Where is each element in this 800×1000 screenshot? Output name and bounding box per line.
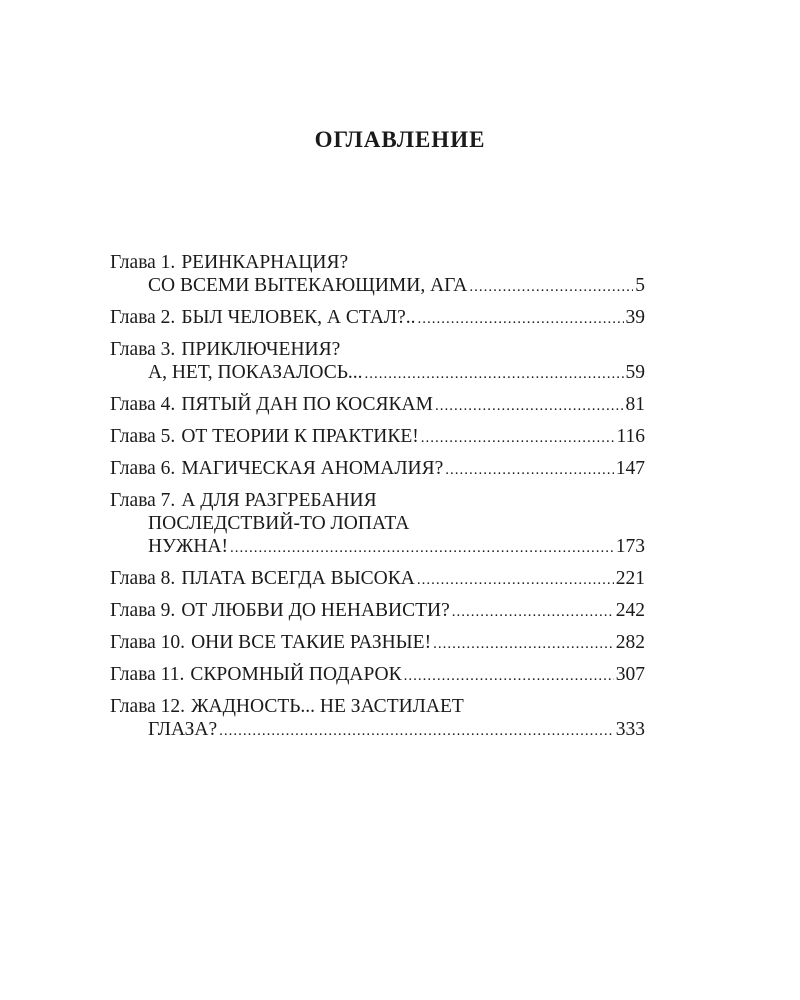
chapter-title: БЫЛ ЧЕЛОВЕК, А СТАЛ?.. <box>181 307 416 328</box>
toc-entry-6[interactable] <box>110 457 645 482</box>
dot-leader <box>404 665 614 688</box>
page-number: 39 <box>625 307 645 328</box>
toc-entry-7[interactable] <box>110 489 645 560</box>
chapter-title: ЖАДНОСТЬ... НЕ ЗАСТИЛАЕТ <box>191 696 464 717</box>
toc-line <box>110 274 645 299</box>
chapter-label: Глава 3. <box>110 339 176 360</box>
chapter-title: А ДЛЯ РАЗГРЕБАНИЯ <box>181 490 377 511</box>
toc-line <box>110 306 645 331</box>
chapter-title: ОТ ЛЮБВИ ДО НЕНАВИСТИ? <box>181 600 450 621</box>
dot-leader <box>445 459 613 482</box>
chapter-title: ПРИКЛЮЧЕНИЯ? <box>181 339 341 360</box>
page-number: 282 <box>615 632 645 653</box>
chapter-label: Глава 8. <box>110 568 176 589</box>
chapter-title: ПЯТЫЙ ДАН ПО КОСЯКАМ <box>181 394 433 415</box>
page-number: 59 <box>625 362 645 383</box>
toc-line <box>110 695 645 718</box>
chapter-title: ОТ ТЕОРИИ К ПРАКТИКЕ! <box>181 426 419 447</box>
chapter-label: Глава 6. <box>110 458 176 479</box>
page-number: 307 <box>615 664 645 685</box>
dot-leader <box>452 601 614 624</box>
toc-entry-9[interactable] <box>110 599 645 624</box>
toc-line <box>110 393 645 418</box>
chapter-title: РЕИНКАРНАЦИЯ? <box>181 252 349 273</box>
dot-leader <box>418 308 624 331</box>
toc-line <box>110 535 645 560</box>
chapter-title-continued: СО ВСЕМИ ВЫТЕКАЮЩИМИ, АГА <box>148 275 468 296</box>
toc-entry-10[interactable] <box>110 631 645 656</box>
chapter-title-continued: А, НЕТ, ПОКАЗАЛОСЬ... <box>148 362 363 383</box>
page-number: 147 <box>615 458 645 479</box>
chapter-label: Глава 12. <box>110 696 186 717</box>
toc-line <box>110 512 645 535</box>
toc-entry-1[interactable] <box>110 251 645 299</box>
toc-entry-8[interactable] <box>110 567 645 592</box>
chapter-title: СКРОМНЫЙ ПОДАРОК <box>190 664 402 685</box>
dot-leader <box>433 633 614 656</box>
page-number: 221 <box>615 568 645 589</box>
dot-leader <box>365 363 624 386</box>
table-of-contents <box>110 251 645 750</box>
page-number: 242 <box>615 600 645 621</box>
toc-line <box>110 457 645 482</box>
dot-leader <box>230 537 614 560</box>
chapter-title-continued: НУЖНА! <box>148 536 229 557</box>
chapter-label: Глава 9. <box>110 600 176 621</box>
dot-leader <box>417 569 614 592</box>
chapter-label: Глава 11. <box>110 664 185 685</box>
chapter-label: Глава 5. <box>110 426 176 447</box>
toc-line <box>110 425 645 450</box>
toc-entry-12[interactable] <box>110 695 645 743</box>
chapter-title: ОНИ ВСЕ ТАКИЕ РАЗНЫЕ! <box>191 632 432 653</box>
toc-line <box>110 631 645 656</box>
chapter-title: ПЛАТА ВСЕГДА ВЫСОКА <box>181 568 415 589</box>
toc-entry-2[interactable] <box>110 306 645 331</box>
toc-line <box>110 567 645 592</box>
dot-leader <box>435 395 624 418</box>
chapter-title: МАГИЧЕСКАЯ АНОМАЛИЯ? <box>181 458 444 479</box>
dot-leader <box>469 276 633 299</box>
page-number: 81 <box>625 394 645 415</box>
chapter-label: Глава 7. <box>110 490 176 511</box>
toc-line <box>110 599 645 624</box>
chapter-label: Глава 10. <box>110 632 186 653</box>
toc-line <box>110 718 645 743</box>
toc-entry-3[interactable] <box>110 338 645 386</box>
page-number: 333 <box>615 719 645 740</box>
chapter-label: Глава 1. <box>110 252 176 273</box>
page-number: 116 <box>616 426 645 447</box>
page-number: 5 <box>635 275 645 296</box>
toc-line <box>110 361 645 386</box>
page-number: 173 <box>615 536 645 557</box>
toc-entry-4[interactable] <box>110 393 645 418</box>
chapter-title-continued: ГЛАЗА? <box>148 719 218 740</box>
page-title: ОГЛАВЛЕНИЕ <box>314 127 486 152</box>
dot-leader <box>219 720 614 743</box>
toc-line <box>110 489 645 512</box>
chapter-label: Глава 4. <box>110 394 176 415</box>
dot-leader <box>421 427 615 450</box>
toc-line <box>110 251 645 274</box>
toc-entry-5[interactable] <box>110 425 645 450</box>
toc-line <box>110 663 645 688</box>
chapter-title-continued: ПОСЛЕДСТВИЙ-ТО ЛОПАТА <box>148 513 410 534</box>
chapter-label: Глава 2. <box>110 307 176 328</box>
toc-line <box>110 338 645 361</box>
toc-entry-11[interactable] <box>110 663 645 688</box>
